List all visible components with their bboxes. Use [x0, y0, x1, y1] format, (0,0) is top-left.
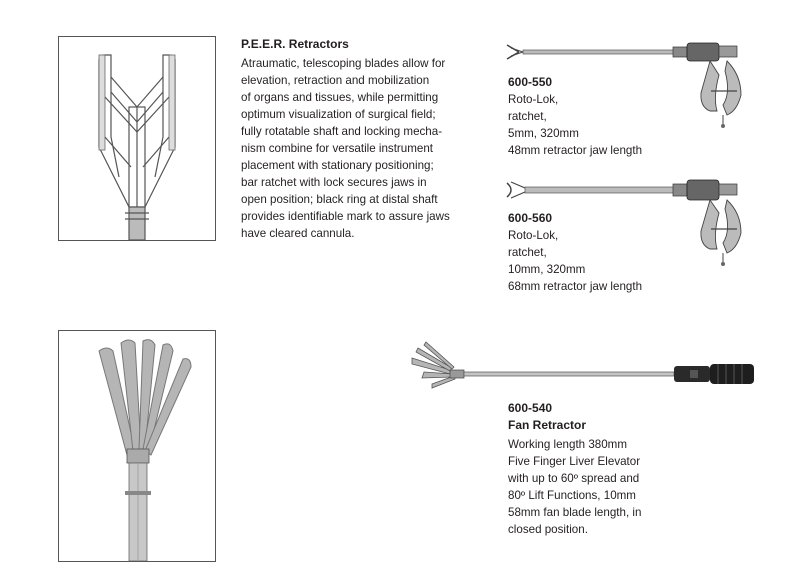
instrument-600-540-image	[410, 340, 760, 400]
product-600-550	[508, 74, 642, 159]
spec-line: 58mm fan blade length, in	[508, 506, 642, 519]
spec-line: 10mm, 320mm	[508, 263, 586, 276]
spec-line: Working length 380mm	[508, 438, 627, 451]
spec-line: Five Finger Liver Elevator	[508, 455, 641, 468]
spec-line: Roto-Lok,	[508, 229, 559, 242]
spec-line: 5mm, 320mm	[508, 127, 579, 140]
spec-line: closed position.	[508, 523, 588, 536]
desc-line: provides identifiable mark to assure jaws	[241, 210, 450, 223]
spec-line: Roto-Lok,	[508, 93, 559, 106]
product-code: 600-550	[508, 75, 553, 89]
product-600-540	[508, 400, 641, 538]
spec-line: 68mm retractor jaw length	[508, 280, 643, 293]
spec-line: with up to 60º spread and	[508, 472, 640, 485]
peer-description	[241, 55, 471, 242]
product-code: 600-560	[508, 211, 553, 225]
desc-line: placement with stationary positioning;	[241, 159, 434, 172]
spec-line: 48mm retractor jaw length	[508, 144, 643, 157]
product-code: 600-540	[508, 401, 553, 415]
desc-line: open position; black ring at distal shaft	[241, 193, 438, 206]
fan-retractor-closeup-image	[58, 330, 216, 562]
spec-line: ratchet,	[508, 110, 547, 123]
desc-line: optimum visualization of surgical field;	[241, 108, 436, 121]
desc-line: fully rotatable shaft and locking mecha-	[241, 125, 443, 138]
desc-line: elevation, retraction and mobilization	[241, 74, 430, 87]
spec-line: 80º Lift Functions, 10mm	[508, 489, 636, 502]
peer-title: P.E.E.R. Retractors	[241, 37, 349, 51]
desc-line: have cleared cannula.	[241, 227, 355, 240]
product-600-560	[508, 210, 642, 295]
desc-line: bar ratchet with lock secures jaws in	[241, 176, 427, 189]
product-name: Fan Retractor	[508, 418, 587, 432]
desc-line: Atraumatic, telescoping blades allow for	[241, 57, 446, 70]
desc-line: of organs and tissues, while permitting	[241, 91, 439, 104]
desc-line: nism combine for versatile instrument	[241, 142, 434, 155]
peer-retractor-closeup-image	[58, 36, 216, 241]
spec-line: ratchet,	[508, 246, 547, 259]
